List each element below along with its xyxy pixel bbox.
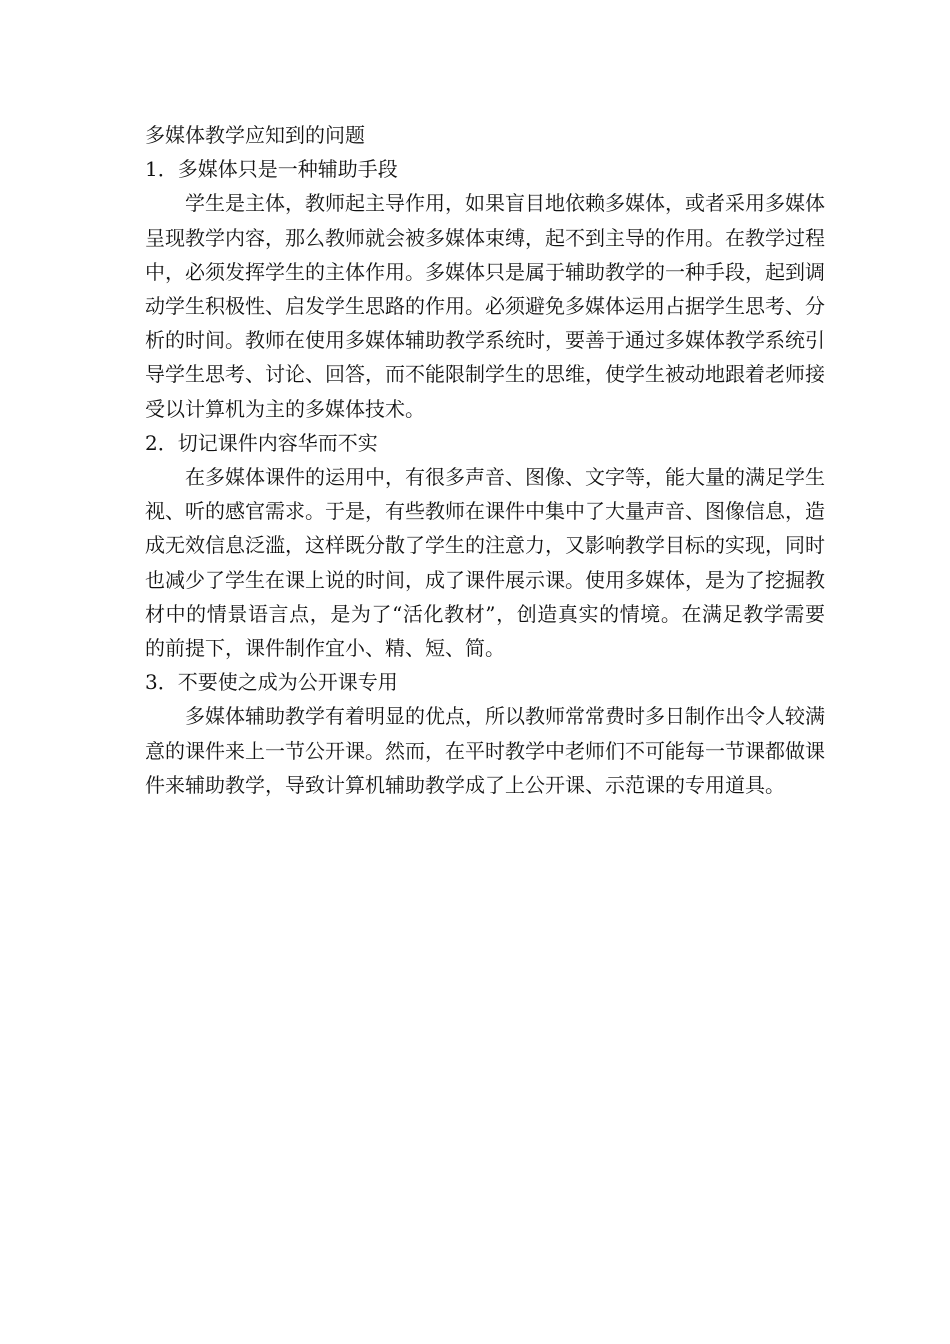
- section-3-body: 多媒体辅助教学有着明显的优点，所以教师常常费时多日制作出令人较满意的课件来上一节公开课。然而，在平时教学中老师们不可能每一节课都做课件来辅助教学，导致计算机辅助教学成了上公开课、示范课的专用道具。: [145, 704, 825, 797]
- section-1-body: 学生是主体，教师起主导作用，如果盲目地依赖多媒体，或者采用多媒体呈现教学内容，那么教师就会被多媒体束缚，起不到主导的作用。在教学过程中，必须发挥学生的主体作用。多媒体只是属于辅助教学的一种手段，起到调动学生积极性、启发学生思路的作用。必须避免多媒体运用占据学生思考、分析的时间。教师在使用多媒体辅助教学系统时，要善于通过多媒体教学系统引导学生思考、讨论、回答，而不能限制学生的思维，使学生被动地跟着老师接受以计算机为主的多媒体技术。: [145, 191, 825, 421]
- section-1-heading: 1．多媒体只是一种辅助手段: [145, 157, 398, 182]
- section-3-heading: 3．不要使之成为公开课专用: [145, 670, 398, 695]
- document-content: [145, 118, 825, 802]
- section-2-body: 在多媒体课件的运用中，有很多声音、图像、文字等，能大量的满足学生视、听的感官需求。于是，有些教师在课件中集中了大量声音、图像信息，造成无效信息泛滥，这样既分散了学生的注意力，又影响教学目标的实现，同时也减少了学生在课上说的时间，成了课件展示课。使用多媒体，是为了挖掘教材中的情景语言点，是为了“活化教材”，创造真实的情境。在满足教学需要的前提下，课件制作宜小、精、短、简。: [145, 465, 825, 661]
- document-title: 多媒体教学应知到的问题: [145, 123, 365, 147]
- section-2-heading: 2．切记课件内容华而不实: [145, 430, 378, 455]
